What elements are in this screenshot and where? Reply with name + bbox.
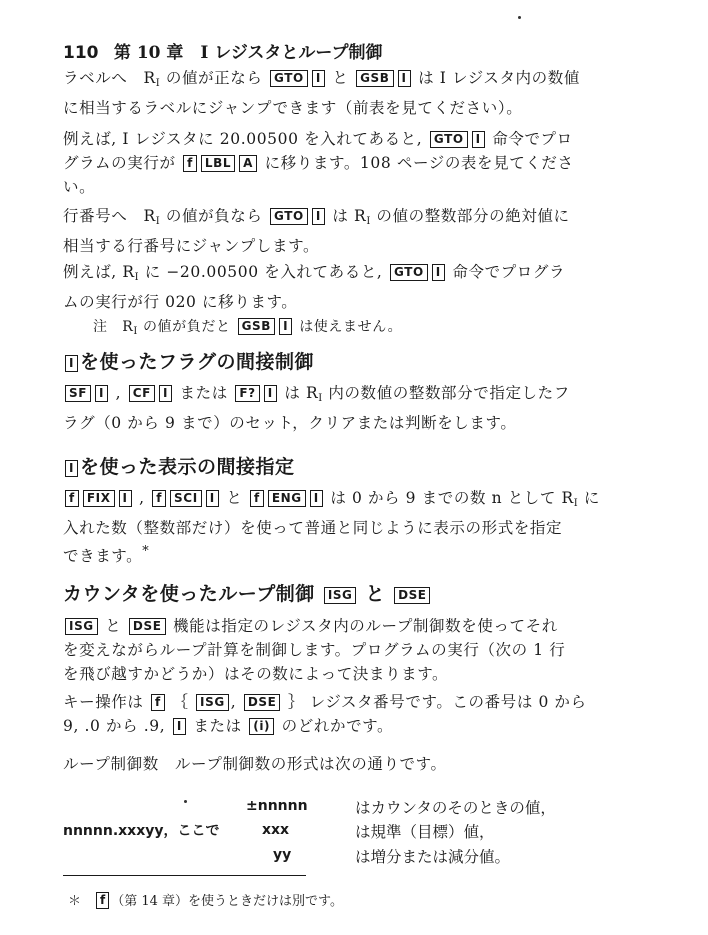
key-f: f [250, 490, 264, 507]
key-fix: FIX [83, 490, 115, 507]
table-row: ±nnnnn [246, 798, 308, 814]
key-eng: ENG [268, 490, 306, 507]
note: 注 $R_I$ の値が負だと GSB I は使えません。 [93, 319, 403, 337]
key-i: I [279, 318, 292, 335]
key-cf: CF [129, 385, 155, 402]
key-i: I [65, 460, 78, 477]
key-i: I [159, 385, 172, 402]
key-dse: DSE [129, 618, 166, 635]
key-i: I [472, 131, 485, 148]
key-i: I [312, 208, 325, 225]
paragraph-loop-format: ループ制御数 ループ制御数の形式は次の通りです。 [63, 755, 447, 773]
key-i: I [432, 264, 445, 281]
key-i-indirect: (i) [249, 718, 274, 735]
key-isg: ISG [324, 587, 356, 604]
table-row: yy [273, 847, 292, 863]
chapter-title: 第 10 章 I レジスタとループ制御 [113, 43, 383, 63]
paragraph-example-line: 例えば, $R_I$ に −20.00500 を入れてあると, GTO I 命令でプログラ ムの実行が行 020 に移ります。 注 $R_I$ の値が負だと GSB I は使えません。 [63, 263, 566, 337]
table-row: xxx [262, 822, 290, 838]
key-f-italic: f [96, 892, 109, 909]
key-dse: DSE [244, 694, 281, 711]
key-i: I [312, 70, 325, 87]
key-f-test: F? [235, 385, 259, 402]
key-f: f [183, 155, 197, 172]
paragraph-display: f FIX I , f SCI I と f ENG I は 0 から 9 までの数 n として $R_I$ に 入れた数（整数部だけ）を使って普通と同じように表示の形式を指定 できます。* [63, 489, 600, 566]
key-gto: GTO [390, 264, 428, 281]
table-row: は増分または減分値。 [355, 848, 511, 866]
key-gsb: GSB [356, 70, 393, 87]
key-gto: GTO [270, 70, 308, 87]
key-isg: ISG [65, 618, 98, 635]
section-heading-loop: カウンタを使ったループ制御 ISG と DSE [63, 579, 432, 606]
footnote: ＊ f （第 14 章）を使うときだけは別です。 [68, 893, 344, 909]
footnote-rule [63, 875, 306, 876]
page-header [63, 38, 383, 63]
key-i: I [65, 355, 78, 372]
table-row: はカウンタのそのときの値， [355, 799, 556, 817]
page-number: 110 [63, 43, 99, 63]
paragraph-flags: SF I , CF I または F? I は $R_I$ 内の数値の整数部分で指定したフ ラグ（0 から 9 まで）のセット，クリアまたは判断をします。 [63, 384, 570, 432]
section-heading-display: I を使った表示の間接指定 [63, 452, 294, 479]
key-f: f [65, 490, 79, 507]
key-f: f [151, 694, 165, 711]
key-dse: DSE [394, 587, 430, 604]
key-i: I [398, 70, 411, 87]
footnote-marker: * [142, 544, 150, 559]
key-lbl: LBL [201, 155, 235, 172]
table-lead: nnnnn.xxxyy，ここで [63, 823, 220, 839]
key-i: I [310, 490, 323, 507]
key-f: f [152, 490, 166, 507]
key-i: I [95, 385, 108, 402]
key-isg: ISG [196, 694, 229, 711]
key-i: I [173, 718, 186, 735]
table-row: は規準（目標）値， [355, 823, 495, 841]
key-sf: SF [65, 385, 91, 402]
key-i: I [119, 490, 132, 507]
paragraph-example-label: 例えば, I レジスタに 20.00500 を入れてあると, GTO I 命令でプロ グラムの実行が f LBL A に移ります。108 ページの表を見てくださ い。 [63, 130, 574, 196]
key-i: I [206, 490, 219, 507]
paragraph-keys: キー操作は f ｛ ISG , DSE ｝ レジスタ番号です。この番号は 0 から 9, .0 から .9, I または (i) のどれかです。 [63, 693, 587, 735]
key-i: I [264, 385, 277, 402]
paragraph-line-jump: 行番号へ $R_I$ の値が負なら GTO I は $R_I$ の値の整数部分の絶対値に 相当する行番号にジャンプします。 [63, 207, 570, 255]
speck [518, 16, 521, 19]
paragraph-label-jump: ラベルへ $R_I$ の値が正なら GTO I と GSB I は I レジスタ内の数値 に相当するラベルにジャンプできます（前表を見てください）。 [63, 69, 580, 117]
key-a: A [239, 155, 257, 172]
key-gto: GTO [430, 131, 468, 148]
key-sci: SCI [170, 490, 202, 507]
key-gsb: GSB [238, 318, 275, 335]
speck [184, 800, 187, 803]
key-gto: GTO [270, 208, 308, 225]
section-heading-flags: I を使ったフラグの間接制御 [63, 347, 314, 374]
paragraph-loop: ISG と DSE 機能は指定のレジスタ内のループ制御数を使ってそれ を変えながらループ計算を制御します。プログラムの実行（次の 1 行 を飛び越すかどうか）はその数によって決まります。 [63, 617, 566, 683]
